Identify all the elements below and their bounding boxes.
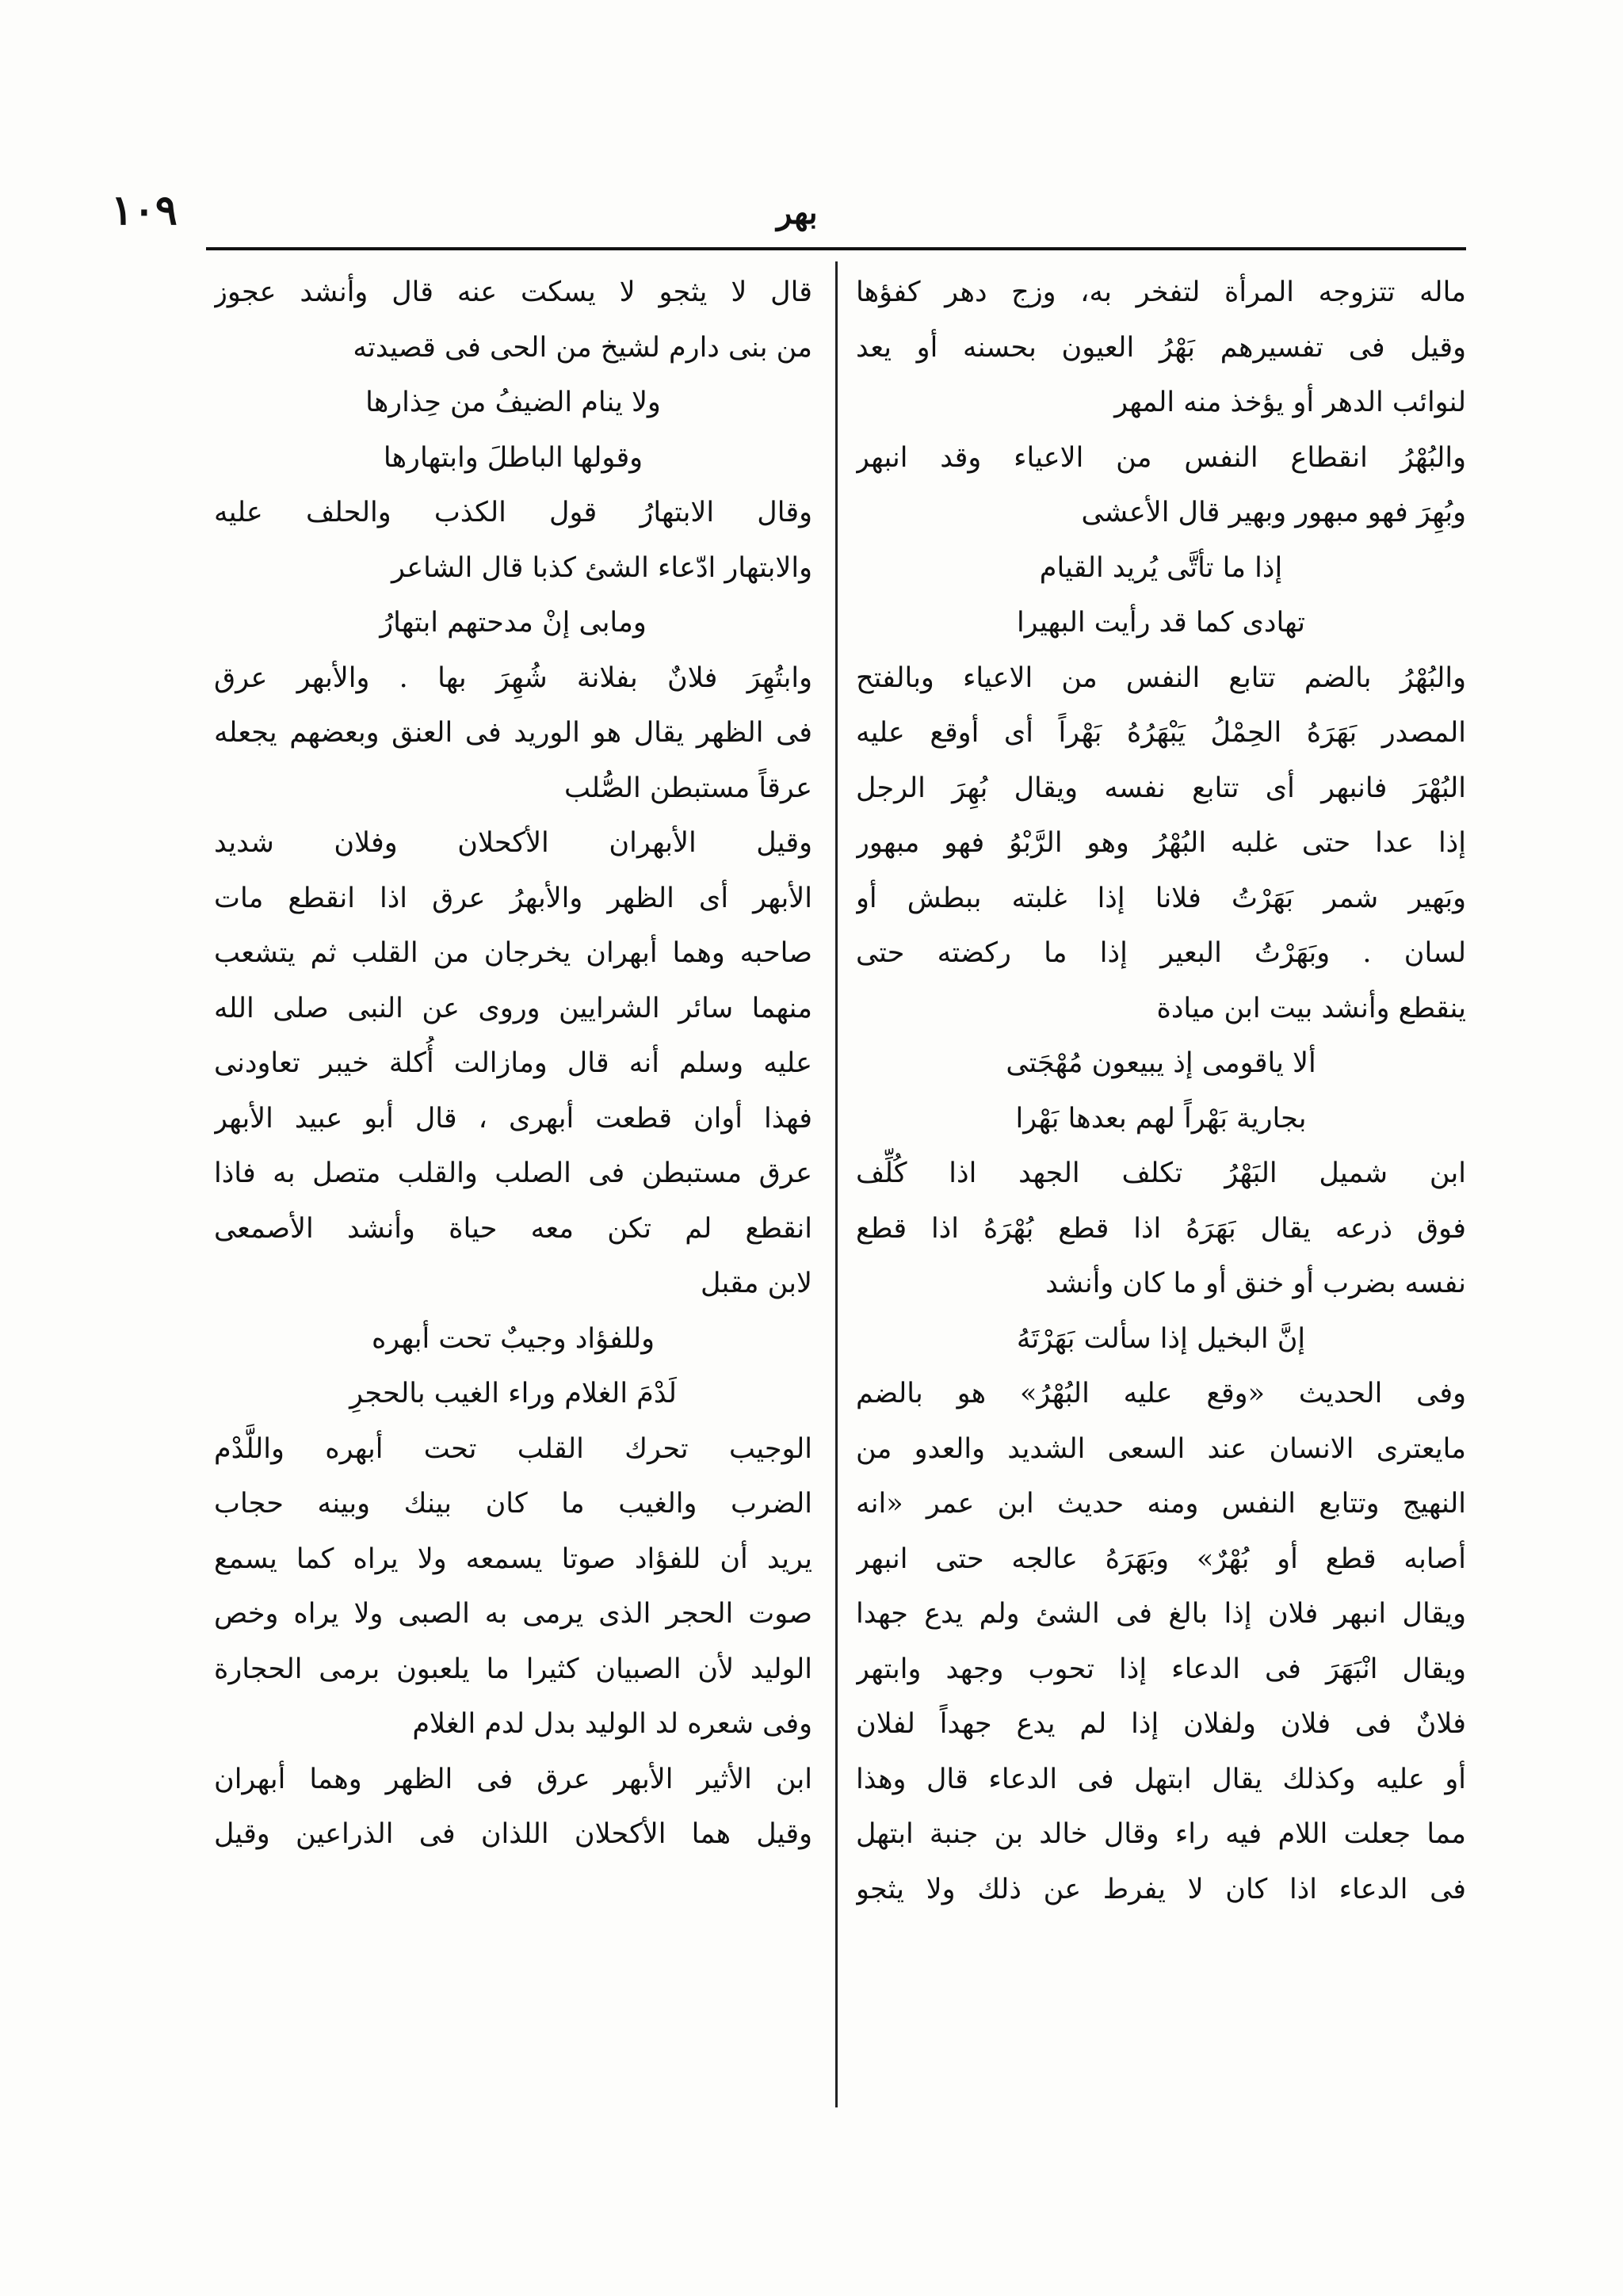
header-rule (206, 247, 1466, 250)
verse-line: وللفؤاد وجيبٌ تحت أبهره (371, 1322, 655, 1355)
text-line: الوجيب تحرك القلب تحت أبهره واللَّدْم (214, 1432, 812, 1465)
text-line: النهيج وتتابع النفس ومنه حديث ابن عمر «انه (856, 1488, 1466, 1520)
text-line: وبُهِرَ فهو مبهور وبهير قال الأعشى (1081, 497, 1466, 528)
text-line: الوليد لأن الصبيان كثيرا ما يلعبون برمى الحجارة (214, 1653, 812, 1685)
text-line: ويقال انْبَهَرَ فى الدعاء إذا تحوب وجهد وابتهر (856, 1653, 1466, 1685)
text-line: من بنى دارم لشيخ من الحى فى قصيدته (353, 331, 812, 364)
text-line: وقال الابتهارُ قول الكذب والحلف عليه (214, 497, 812, 528)
verse-line: وقولها الباطلَ وابتهارها (383, 441, 643, 474)
verse-line: بجارية بَهْراً لهم بعدها بَهْرا (1015, 1102, 1307, 1135)
verse-line: إنَّ البخيل إذا سألت بَهَرْتَهُ (1016, 1322, 1306, 1355)
text-line: وابتُهِرَ فلانٌ بفلانة شُهِرَ بها . والأبهر عرق (214, 662, 812, 694)
verse-line: ألا ياقومى إذ يبيعون مُهْجَتى (1006, 1047, 1316, 1079)
text-line: وقيل هما الأكحلان اللذان فى الذراعين وقيل (214, 1818, 812, 1850)
text-line: ابن الأثير الأبهر عرق فى الظهر وهما أبهران (214, 1763, 812, 1795)
text-line: فى الدعاء اذا كان لا يفرط عن ذلك ولا يثجو (856, 1873, 1466, 1905)
text-line: نفسه بضرب أو خنق أو ما كان وأنشد (1045, 1268, 1466, 1299)
text-line: لابن مقبل (701, 1268, 812, 1299)
text-line: فهذا أوان قطعت أبهرى ، قال أبو عبيد الأبهر (214, 1102, 812, 1135)
text-line: ماله تتزوجه المرأة لتفخر به، وزج دهر كفؤها (856, 277, 1466, 308)
text-line: وفى الحديث «وقع عليه البُهْرُ» هو بالضم (856, 1378, 1466, 1409)
text-line: وقيل الأبهران الأكحلان وفلان شديد (214, 827, 812, 859)
running-head: بهر (777, 194, 818, 231)
verse-line: لَدْمَ الغلام وراء الغيب بالحجرِ (349, 1378, 677, 1409)
text-line: صوت الحجر الذى يرمى به الصبى ولا يراه وخص (214, 1598, 812, 1630)
text-line: منهما سائر الشرايين وروى عن النبى صلى الله (214, 992, 812, 1024)
text-line: وقيل فى تفسيرهم بَهْرُ العيون بحسنه أو يعد (856, 331, 1466, 364)
text-line: فوق ذرعه يقال بَهَرَهُ اذا قطع بُهْرَهُ اذا قطع (856, 1212, 1466, 1245)
text-line: عرقاً مستبطن الصُّلب (564, 772, 812, 804)
text-line: لسان . وبَهَرْتُ البعير إذا ما ركضته حتى (856, 937, 1466, 969)
text-line: مايعترى الانسان عند السعى الشديد والعدو من (856, 1432, 1466, 1465)
verse-line: ولا ينام الضيفُ من حِذارها (365, 387, 661, 418)
text-line: فلانٌ فى فلان ولفلان إذا لم يدع جهداً لفلان (856, 1708, 1466, 1740)
page-number: ١٠٩ (111, 186, 178, 235)
text-line: والبُهْرُ بالضم تتابع النفس من الاعياء وبالفتح (856, 662, 1466, 694)
text-line: وبَهير شمر بَهَرْتُ فلانا إذا غلبته ببطش أو (856, 882, 1466, 914)
text-line: صاحبه وهما أبهران يخرجان من القلب ثم يتشعب (214, 937, 812, 969)
text-line: قال لا يثجو لا يسكت عنه قال وأنشد عجوز (214, 277, 812, 308)
text-line: الأبهر أى الظهر والأبهرُ عرق اذا انقطع مات (214, 882, 812, 914)
text-line: أصابه قطع أو بُهْرٌ» وبَهَرَهُ عالجه حتى انبهر (856, 1543, 1466, 1575)
column-divider (835, 261, 838, 2107)
text-line: وفى شعره لد الوليد بدل لدم الغلام (412, 1708, 812, 1740)
text-line: عليه وسلم أنه قال ومازالت أُكلة خيبر تعاودنى (214, 1047, 812, 1079)
verse-line: إذا ما تأتَّى يُريد القيام (1039, 551, 1283, 584)
text-line: إذا عدا حتى غلبه البُهْرُ وهو الرَّبْوُ فهو مبهور (856, 827, 1466, 859)
text-line: فى الظهر يقال هو الوريد فى العنق وبعضهم يجعله (214, 717, 812, 749)
text-line: ويقال انبهر فلان إذا بالغ فى الشئ ولم يدع جهدا (856, 1598, 1466, 1630)
left-column (214, 265, 812, 1863)
text-line: المصدر بَهَرَهُ الحِمْلُ يَبْهَرُهُ بَهْراً أى أوقع عليه (856, 717, 1466, 749)
text-line: والابتهار ادّعاء الشئ كذبا قال الشاعر (391, 551, 812, 584)
text-line: البُهْرَ فانبهر أى تتابع نفسه ويقال بُهِرَ الرجل (856, 772, 1466, 804)
text-line: ينقطع وأنشد بيت ابن ميادة (1156, 992, 1466, 1024)
text-line: أو عليه وكذلك يقال ابتهل فى الدعاء قال وهذا (856, 1763, 1466, 1795)
text-line: الضرب والغيب ما كان بينك وبينه حجاب (214, 1488, 812, 1520)
text-line: والبُهْرُ انقطاع النفس من الاعياء وقد انبهر (856, 441, 1466, 474)
text-line: مما جعلت اللام فيه راء وقال خالد بن جنبة ابتهل (856, 1818, 1466, 1850)
text-line: ابن شميل البَهْرُ تكلف الجهد اذا كُلِّف (856, 1158, 1466, 1189)
text-line: يريد أن للفؤاد صوتا يسمعه ولا يراه كما يسمع (214, 1543, 812, 1575)
text-line: لنوائب الدهر أو يؤخذ منه المهر (1114, 387, 1466, 418)
text-line: انقطع لم تكن معه حياة وأنشد الأصمعى (214, 1212, 812, 1245)
verse-line: تهادى كما قد رأيت البهيرا (1016, 607, 1306, 639)
right-column (856, 265, 1466, 1917)
verse-line: ومابى إنْ مدحتهم ابتهارُ (380, 607, 647, 639)
text-line: عرق مستبطن فى الصلب والقلب متصل به فاذا (214, 1158, 812, 1189)
